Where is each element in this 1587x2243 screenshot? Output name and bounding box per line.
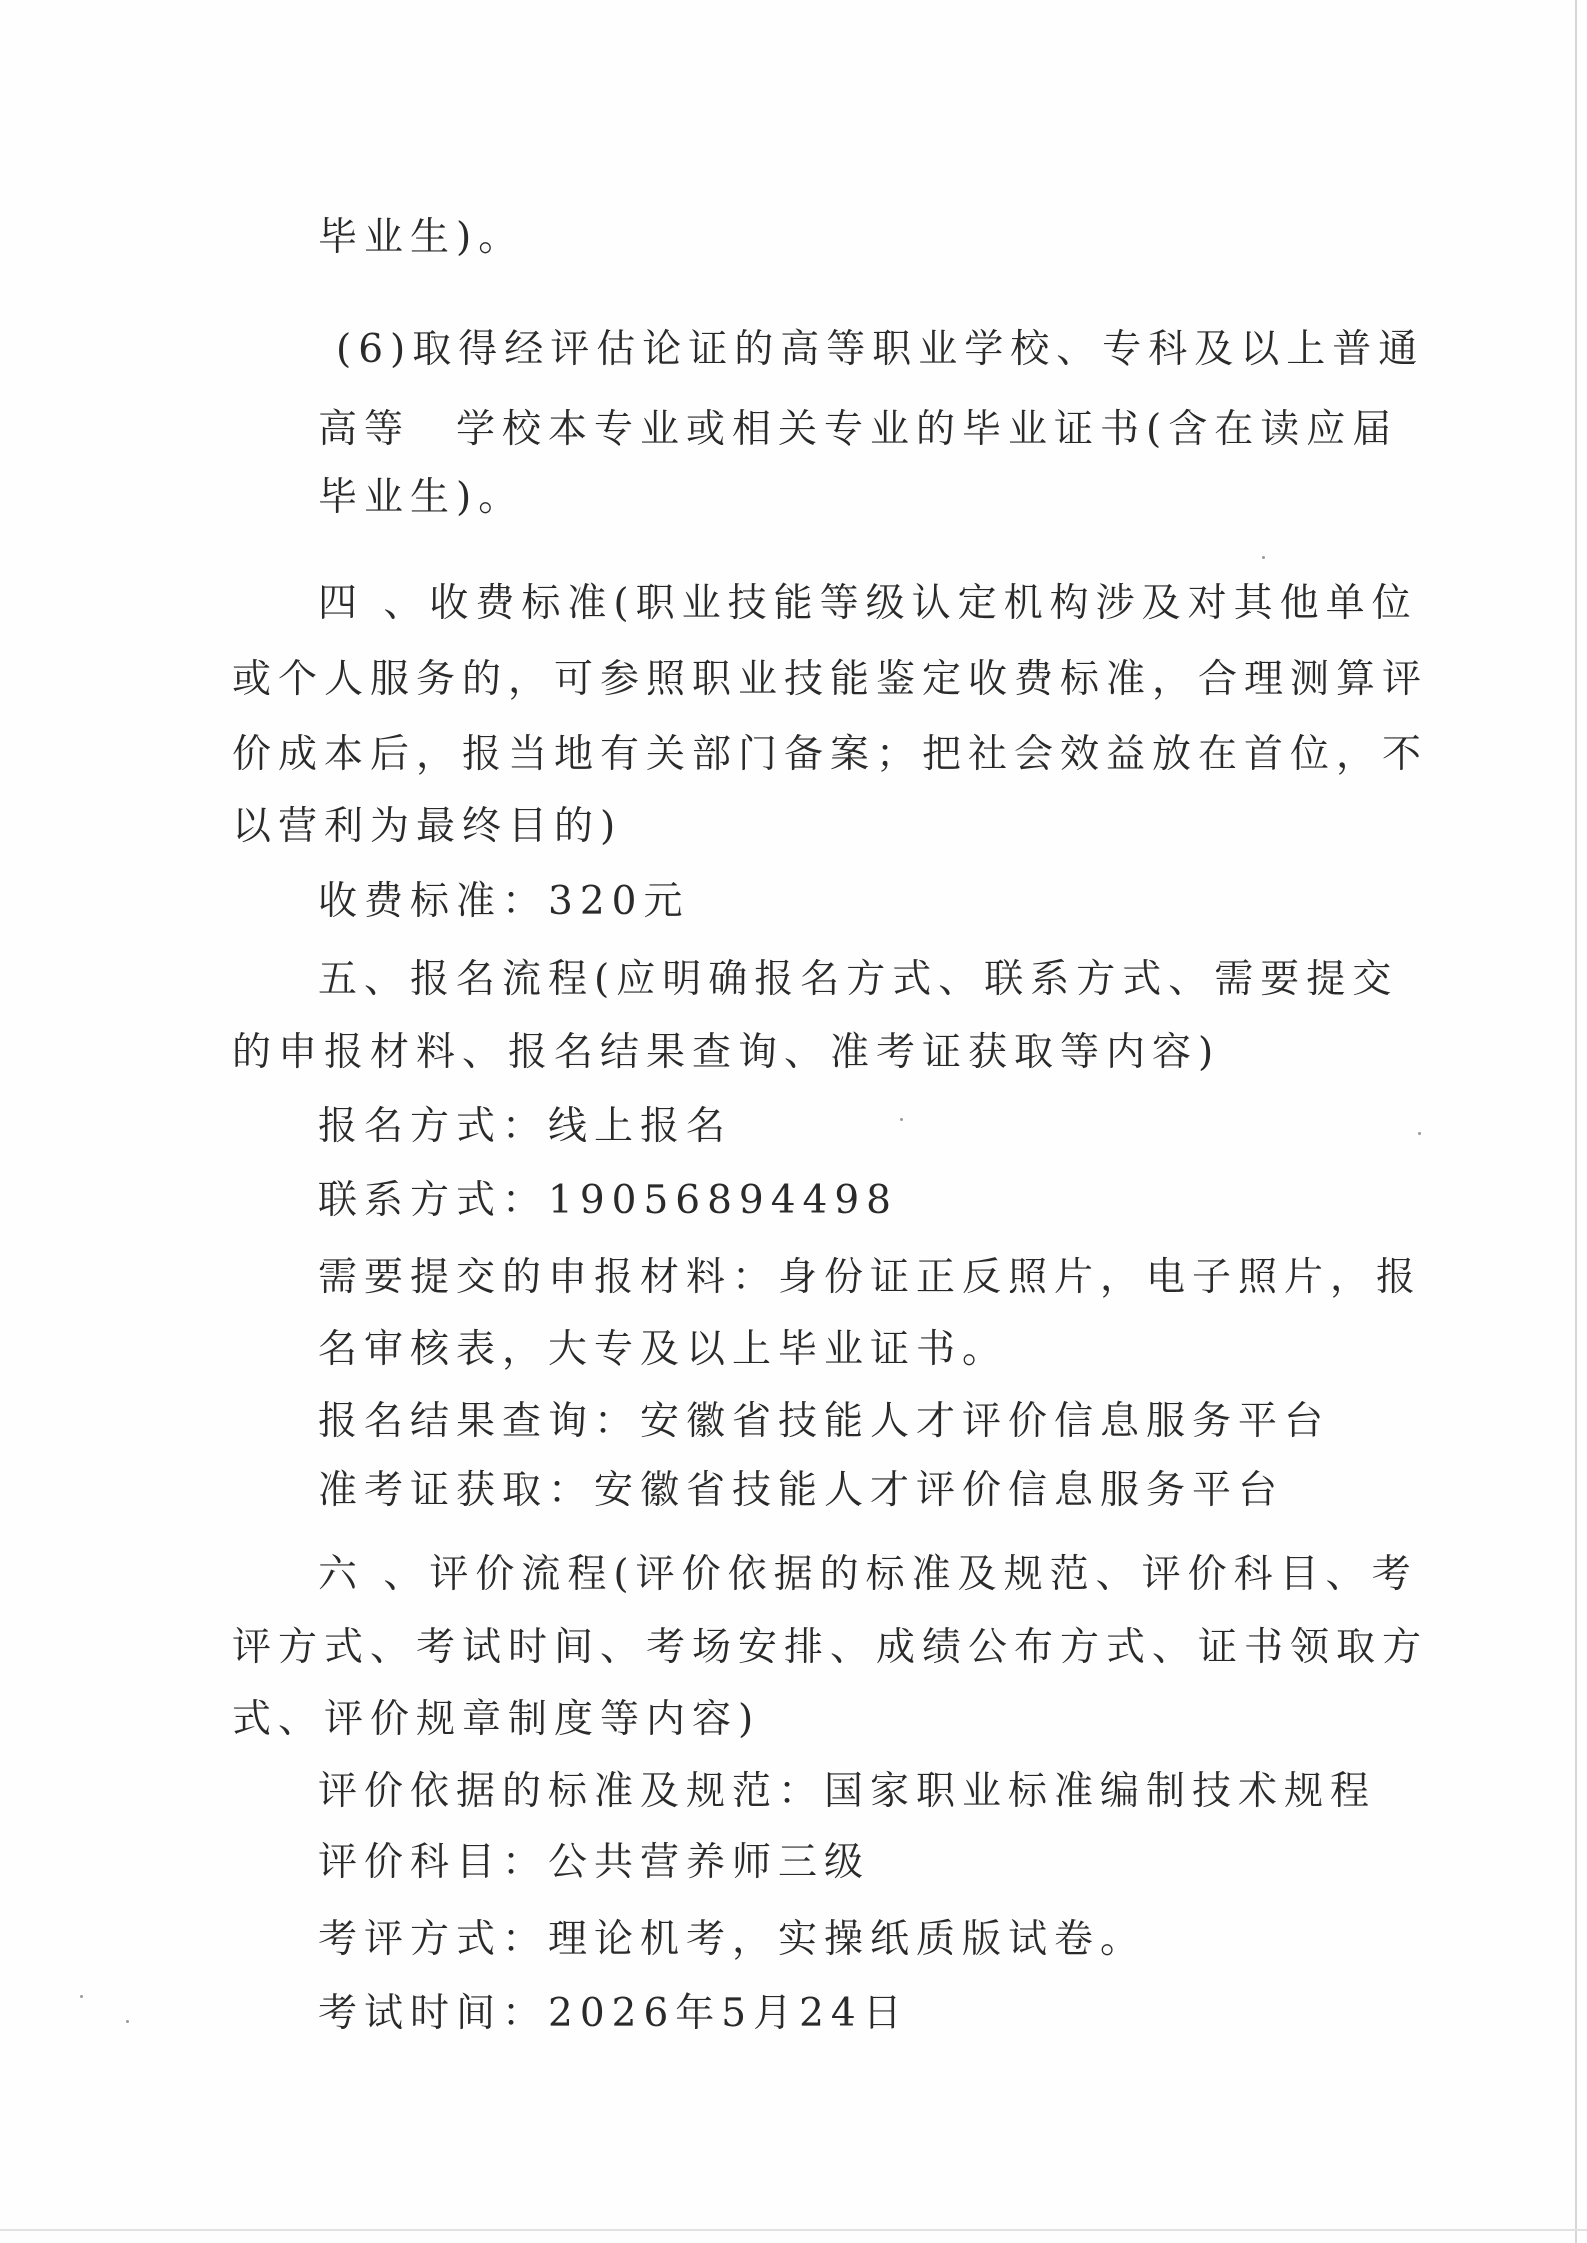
text-line-evaluation-method: 考评方式：理论机考，实操纸质版试卷。 — [318, 1917, 1147, 1962]
text-line-condition-6-end: 毕业生)。 — [318, 475, 525, 520]
text-line-fees-desc-2: 价成本后，报当地有关部门备案；把社会效益放在首位，不 — [232, 732, 1429, 777]
text-line-exam-time: 考试时间：2026年5月24日 — [318, 1991, 909, 2036]
scan-speck — [126, 2020, 129, 2023]
text-line-condition-6: (6)取得经评估论证的高等职业学校、专科及以上普通 — [336, 327, 1425, 372]
scan-edge-bottom — [0, 2229, 1587, 2231]
text-line-contact: 联系方式：19056894498 — [318, 1178, 898, 1223]
scan-speck — [1418, 1132, 1421, 1135]
section-heading-evaluation: 六 、评价流程(评价依据的标准及规范、评价科目、考 — [318, 1552, 1418, 1597]
scan-edge-right — [1575, 0, 1577, 2243]
section-heading-fees: 四 、收费标准(职业技能等级认定机构涉及对其他单位 — [318, 581, 1418, 626]
text-line-fees-desc-1: 或个人服务的，可参照职业技能鉴定收费标准，合理测算评 — [232, 657, 1429, 702]
text-line-fees-desc-3: 以营利为最终目的) — [232, 804, 623, 849]
text-line-admission-ticket: 准考证获取：安徽省技能人才评价信息服务平台 — [318, 1468, 1285, 1513]
text-line-fee-amount: 收费标准：320元 — [318, 879, 690, 924]
text-line-evaluation-desc-1: 评方式、考试时间、考场安排、成绩公布方式、证书领取方 — [232, 1625, 1429, 1670]
section-heading-registration: 五、报名流程(应明确报名方式、联系方式、需要提交 — [318, 957, 1399, 1002]
scan-speck — [80, 1995, 83, 1998]
scan-speck — [900, 1118, 903, 1121]
text-line-evaluation-standard: 评价依据的标准及规范：国家职业标准编制技术规程 — [318, 1769, 1377, 1814]
scan-speck — [1262, 556, 1265, 559]
text-line-registration-method: 报名方式：线上报名 — [318, 1104, 733, 1149]
text-line-materials: 需要提交的申报材料：身份证正反照片，电子照片，报 — [318, 1255, 1423, 1300]
text-line-evaluation-desc-2: 式、评价规章制度等内容) — [232, 1697, 761, 1742]
text-line-evaluation-subject: 评价科目：公共营养师三级 — [318, 1840, 871, 1885]
text-line-graduate-end: 毕业生)。 — [318, 215, 525, 260]
text-line-materials-cont: 名审核表，大专及以上毕业证书。 — [318, 1327, 1009, 1372]
text-line-condition-6-cont: 高等 学校本专业或相关专业的毕业证书(含在读应届 — [318, 407, 1399, 452]
text-line-registration-desc: 的申报材料、报名结果查询、准考证获取等内容) — [232, 1030, 1221, 1075]
text-line-result-query: 报名结果查询：安徽省技能人才评价信息服务平台 — [318, 1399, 1331, 1444]
